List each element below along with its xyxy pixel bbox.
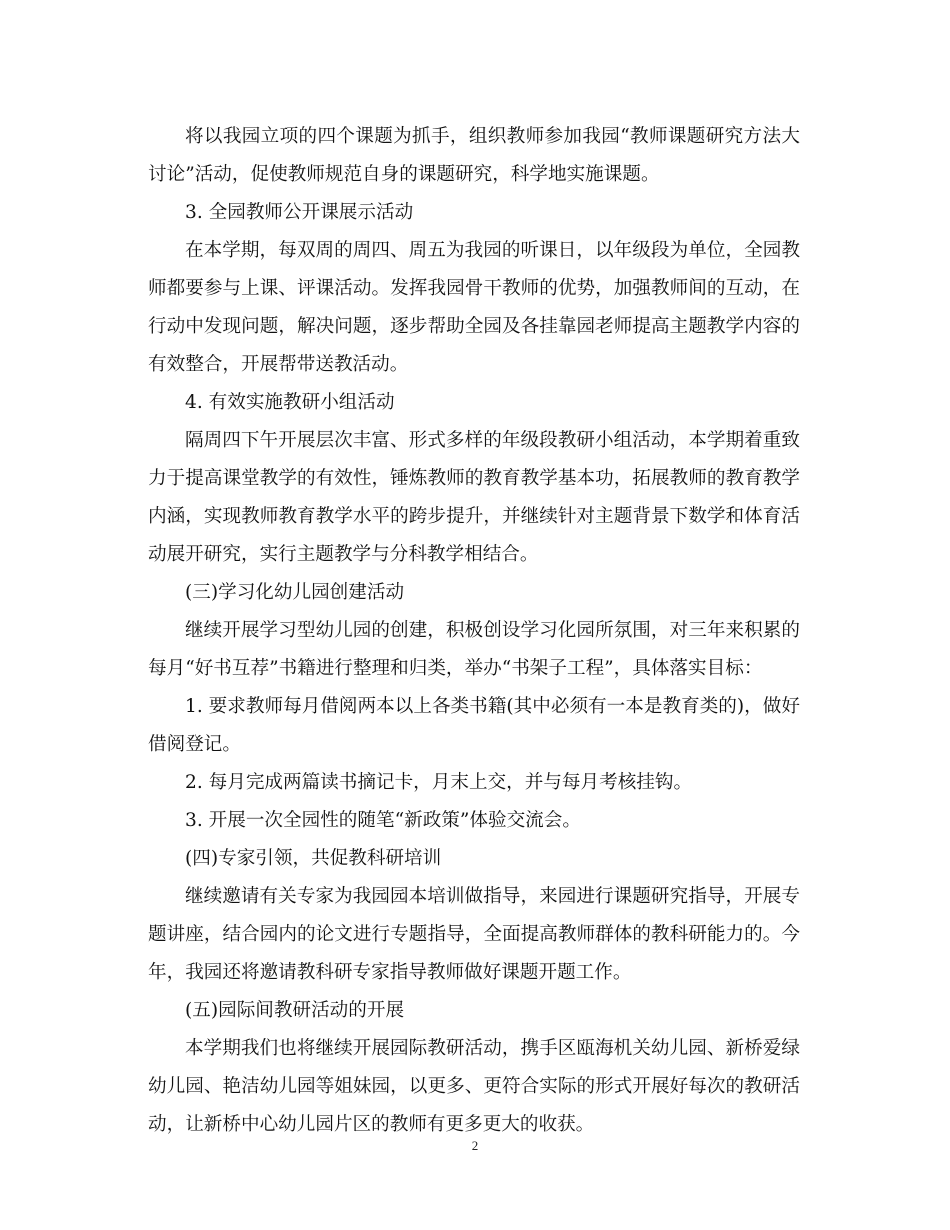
paragraph-open-class: 在本学期，每双周的周四、周五为我园的听课日，以年级段为单位，全园教师都要参与上课、评课活动。发挥我园骨干教师的优势，加强教师间的互动，在行动中发现问题，解决问题，逐步帮助全园及各挂靠园老师提高主题教学内容的有效整合，开展帮带送教活动。 [148, 240, 800, 375]
heading-expert-guidance: (四)专家引领，共促教科研培训 [185, 848, 442, 869]
paragraph-learning-kindergarten: 继续开展学习型幼儿园的创建，积极创设学习化园所氛围，对三年来积累的每月“好书互荐”书籍进行整理和归类，举办“书架子工程”，具体落实目标： [148, 620, 800, 679]
heading-inter-kindergarten: (五)园际间教研活动的开展 [185, 1000, 405, 1021]
paragraph-topic-discussion: 将以我园立项的四个课题为抓手，组织教师参加我园“教师课题研究方法大讨论”活动，促使教师规范自身的课题研究，科学地实施课题。 [148, 126, 800, 185]
page-number: 2 [471, 1138, 479, 1153]
paragraph-inter-kindergarten: 本学期我们也将继续开展园际教研活动，携手区瓯海机关幼儿园、新桥爱绿幼儿园、艳洁幼儿园等姐妹园，以更多、更符合实际的形式开展好每次的教研活动，让新桥中心幼儿园片区的教师有更多更大的收获。 [148, 1038, 800, 1135]
heading-open-class: 3. 全园教师公开课展示活动 [185, 202, 414, 223]
paragraph-expert-guidance: 继续邀请有关专家为我园园本培训做指导，来园进行课题研究指导，开展专题讲座，结合园内的论文进行专题指导，全面提高教师群体的教科研能力的。今年，我园还将邀请教科研专家指导教师做好课题开题工作。 [148, 886, 800, 983]
paragraph-research-group: 隔周四下午开展层次丰富、形式多样的年级段教研小组活动，本学期着重致力于提高课堂教学的有效性，锤炼教师的教育教学基本功，拓展教师的教育教学内涵，实现教师教育教学水平的跨步提升，并继续针对主题背景下数学和体育活动展开研究，实行主题教学与分科教学相结合。 [148, 430, 800, 565]
list-item-reading-cards: 2. 每月完成两篇读书摘记卡，月末上交，并与每月考核挂钩。 [185, 772, 693, 793]
heading-learning-kindergarten: (三)学习化幼儿园创建活动 [185, 582, 405, 603]
heading-research-group: 4. 有效实施教研小组活动 [185, 392, 395, 413]
list-item-borrow-books: 1. 要求教师每月借阅两本以上各类书籍(其中必须有一本是教育类的)，做好借阅登记。 [148, 696, 800, 755]
list-item-exchange-meeting: 3. 开展一次全园性的随笔“新政策”体验交流会。 [185, 810, 581, 831]
document-body [148, 118, 800, 1144]
